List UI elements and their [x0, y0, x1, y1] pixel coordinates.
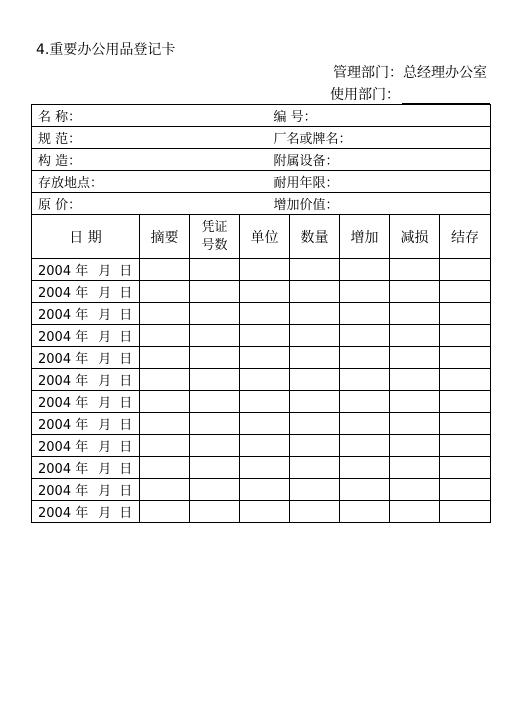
entry-cell [390, 391, 440, 413]
entry-cell [140, 391, 190, 413]
date-month: 月 [98, 506, 112, 521]
date-day: 日 [119, 286, 133, 301]
entry-cell [140, 281, 190, 303]
info-row [32, 193, 491, 215]
entry-cell [390, 413, 440, 435]
entry-cell [290, 501, 340, 523]
info-field-right: 耐用年限： [240, 171, 491, 193]
info-row [32, 149, 491, 171]
entry-cell [240, 369, 290, 391]
entry-cell [440, 259, 491, 281]
entry-cell [290, 259, 340, 281]
entry-cell [340, 457, 390, 479]
date-day: 日 [119, 330, 133, 345]
date-cell [32, 457, 140, 479]
date-cell [32, 391, 140, 413]
user-dept [330, 84, 490, 104]
date-month: 月 [98, 396, 112, 411]
entry-cell [190, 325, 240, 347]
entry-cell [240, 413, 290, 435]
management-dept-label: 管理部门： [333, 65, 403, 81]
date-cell [32, 501, 140, 523]
entry-cell [190, 435, 240, 457]
entry-cell [340, 501, 390, 523]
table-row [32, 259, 491, 281]
entry-cell [290, 347, 340, 369]
date-month: 月 [98, 264, 112, 279]
table-row [32, 391, 491, 413]
date-year: 2004 年 [38, 374, 89, 389]
entry-cell [440, 501, 491, 523]
date-cell [32, 259, 140, 281]
date-day: 日 [119, 418, 133, 433]
entry-cell [140, 413, 190, 435]
date-year: 2004 年 [38, 352, 89, 367]
col-summary: 摘要 [140, 215, 190, 259]
entry-cell [390, 347, 440, 369]
user-dept-blank [402, 89, 490, 104]
card-title: 4.重要办公用品登记卡 [36, 42, 176, 58]
date-month: 月 [98, 374, 112, 389]
date-year: 2004 年 [38, 286, 89, 301]
date-cell [32, 435, 140, 457]
entry-cell [240, 501, 290, 523]
entry-cell [340, 479, 390, 501]
entry-cell [440, 413, 491, 435]
date-year: 2004 年 [38, 440, 89, 455]
col-date: 日 期 [32, 215, 140, 259]
entry-cell [340, 347, 390, 369]
entry-cell [190, 479, 240, 501]
date-day: 日 [119, 264, 133, 279]
entry-cell [440, 303, 491, 325]
entry-cell [240, 347, 290, 369]
table-row [32, 479, 491, 501]
col-voucher-line2: 号数 [201, 237, 228, 253]
entry-cell [440, 435, 491, 457]
date-year: 2004 年 [38, 506, 89, 521]
date-cell [32, 303, 140, 325]
date-day: 日 [119, 440, 133, 455]
date-day: 日 [119, 374, 133, 389]
entry-cell [340, 325, 390, 347]
entry-cell [290, 435, 340, 457]
entry-cell [140, 369, 190, 391]
management-dept [333, 62, 487, 82]
table-row [32, 347, 491, 369]
entry-cell [290, 457, 340, 479]
date-cell [32, 325, 140, 347]
date-year: 2004 年 [38, 264, 89, 279]
col-voucher [190, 215, 240, 259]
date-cell [32, 281, 140, 303]
date-year: 2004 年 [38, 462, 89, 477]
date-day: 日 [119, 506, 133, 521]
date-year: 2004 年 [38, 396, 89, 411]
entry-cell [340, 281, 390, 303]
entry-cell [340, 303, 390, 325]
info-field-left: 构 造： [32, 149, 240, 171]
info-row [32, 105, 491, 127]
entry-cell [340, 391, 390, 413]
entry-cell [190, 369, 240, 391]
entry-cell [190, 259, 240, 281]
table-row [32, 457, 491, 479]
entry-cell [440, 479, 491, 501]
entry-cell [340, 369, 390, 391]
date-cell [32, 347, 140, 369]
col-voucher-line1: 凭证 [201, 219, 228, 235]
info-field-left: 规 范： [32, 127, 240, 149]
date-year: 2004 年 [38, 330, 89, 345]
entry-cell [190, 303, 240, 325]
info-row [32, 127, 491, 149]
info-row [32, 171, 491, 193]
entry-cell [340, 259, 390, 281]
table-row [32, 281, 491, 303]
entry-cell [340, 413, 390, 435]
date-month: 月 [98, 330, 112, 345]
entry-cell [240, 303, 290, 325]
date-month: 月 [98, 462, 112, 477]
entry-cell [190, 413, 240, 435]
col-increase: 增加 [340, 215, 390, 259]
entry-cell [390, 435, 440, 457]
date-day: 日 [119, 462, 133, 477]
entry-cell [240, 435, 290, 457]
info-field-left: 名 称： [32, 105, 240, 127]
entry-cell [140, 435, 190, 457]
entry-cell [290, 413, 340, 435]
col-balance: 结存 [440, 215, 491, 259]
entry-cell [140, 259, 190, 281]
entry-cell [440, 391, 491, 413]
entry-cell [140, 501, 190, 523]
date-month: 月 [98, 286, 112, 301]
date-month: 月 [98, 440, 112, 455]
date-day: 日 [119, 308, 133, 323]
entry-cell [440, 457, 491, 479]
table-row [32, 413, 491, 435]
entry-cell [290, 281, 340, 303]
entry-cell [140, 325, 190, 347]
entry-cell [190, 391, 240, 413]
entry-cell [290, 391, 340, 413]
entry-cell [440, 281, 491, 303]
column-header-row [32, 215, 491, 259]
entry-cell [290, 303, 340, 325]
entry-cell [290, 479, 340, 501]
management-dept-value: 总经理办公室 [403, 65, 487, 81]
entry-cell [240, 391, 290, 413]
info-field-right: 编 号： [240, 105, 491, 127]
date-cell [32, 413, 140, 435]
date-day: 日 [119, 396, 133, 411]
entry-cell [240, 325, 290, 347]
date-month: 月 [98, 352, 112, 367]
entry-cell [140, 457, 190, 479]
date-month: 月 [98, 418, 112, 433]
entry-cell [390, 303, 440, 325]
entry-cell [390, 501, 440, 523]
date-day: 日 [119, 352, 133, 367]
entry-cell [140, 479, 190, 501]
entry-cell [290, 369, 340, 391]
entry-cell [240, 457, 290, 479]
entry-cell [190, 281, 240, 303]
entry-cell [140, 347, 190, 369]
entry-cell [190, 457, 240, 479]
entry-cell [440, 369, 491, 391]
entry-cell [290, 325, 340, 347]
table-row [32, 369, 491, 391]
entry-cell [340, 435, 390, 457]
info-field-left: 原 价： [32, 193, 240, 215]
col-quantity: 数量 [290, 215, 340, 259]
table-row [32, 325, 491, 347]
col-unit: 单位 [240, 215, 290, 259]
col-decrease: 减损 [390, 215, 440, 259]
entry-cell [390, 369, 440, 391]
registration-table [31, 104, 491, 523]
date-year: 2004 年 [38, 418, 89, 433]
entry-cell [190, 501, 240, 523]
info-field-right: 厂名或牌名： [240, 127, 491, 149]
entry-cell [440, 347, 491, 369]
date-month: 月 [98, 308, 112, 323]
date-cell [32, 369, 140, 391]
date-day: 日 [119, 484, 133, 499]
date-month: 月 [98, 484, 112, 499]
entry-cell [240, 479, 290, 501]
table-row [32, 501, 491, 523]
table-row [32, 303, 491, 325]
entry-cell [390, 457, 440, 479]
info-field-left: 存放地点： [32, 171, 240, 193]
entry-cell [390, 281, 440, 303]
entry-cell [190, 347, 240, 369]
info-field-right: 附属设备： [240, 149, 491, 171]
info-field-right: 增加价值： [240, 193, 491, 215]
date-year: 2004 年 [38, 484, 89, 499]
entry-cell [390, 325, 440, 347]
user-dept-label: 使用部门： [330, 87, 400, 103]
entry-cell [440, 325, 491, 347]
entry-cell [390, 259, 440, 281]
entry-cell [240, 259, 290, 281]
entry-cell [240, 281, 290, 303]
table-row [32, 435, 491, 457]
entry-cell [390, 479, 440, 501]
date-cell [32, 479, 140, 501]
entry-cell [140, 303, 190, 325]
date-year: 2004 年 [38, 308, 89, 323]
